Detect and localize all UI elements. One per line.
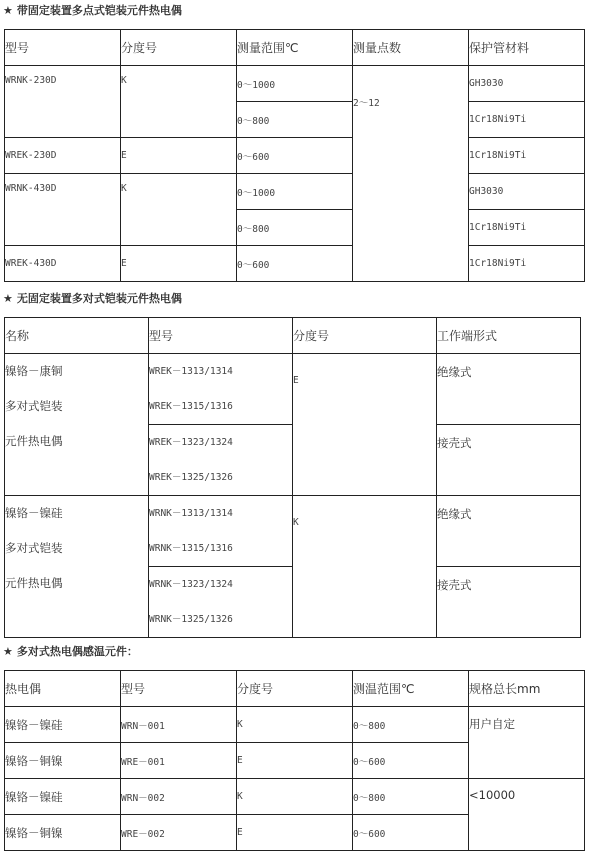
model-cell: WRN－001 bbox=[121, 707, 237, 743]
form-cell: 接壳式 bbox=[437, 436, 472, 450]
star-icon: ★ bbox=[3, 4, 13, 17]
model-cell: WRNK-430D bbox=[5, 183, 57, 194]
section1-title bbox=[3, 3, 182, 19]
name-line: 镍铬－镍硅 bbox=[5, 506, 63, 520]
table-fixed-multipoint bbox=[4, 29, 585, 282]
col-header-name: 名称 bbox=[5, 318, 149, 354]
form-cell: 接壳式 bbox=[437, 578, 472, 592]
range-cell: 0～1000 bbox=[237, 174, 353, 210]
grad-cell: K bbox=[121, 75, 127, 86]
name-line: 元件热电偶 bbox=[5, 434, 63, 448]
table-row bbox=[5, 246, 585, 282]
col-header-model: 型号 bbox=[121, 671, 237, 707]
model-cell: WRE－002 bbox=[121, 815, 237, 851]
range-cell: 0～800 bbox=[237, 102, 353, 138]
form-cell: 绝缘式 bbox=[437, 507, 472, 521]
model-cell: WRNK－1323/1324 bbox=[149, 579, 233, 590]
grad-cell: E bbox=[121, 246, 237, 282]
col-header-model: 型号 bbox=[149, 318, 293, 354]
col-header-range: 测量范围℃ bbox=[237, 30, 353, 66]
range-cell: 0～1000 bbox=[237, 66, 353, 102]
form-cell: 绝缘式 bbox=[437, 365, 472, 379]
tc-cell: 镍铬－铜镍 bbox=[5, 815, 121, 851]
grad-cell: E bbox=[293, 375, 299, 386]
model-cell: WRNK－1313/1314 bbox=[149, 508, 233, 519]
section1-title-text: 带固定装置多点式铠装元件热电偶 bbox=[16, 4, 182, 17]
range-cell: 0～800 bbox=[353, 779, 469, 815]
grad-cell: K bbox=[293, 517, 299, 528]
spec-cell: 用户自定 bbox=[469, 717, 515, 731]
section2-title-text: 无固定装置多对式铠装元件热电偶 bbox=[16, 292, 182, 305]
grad-cell: E bbox=[121, 138, 237, 174]
grad-cell: K bbox=[121, 183, 127, 194]
model-cell: WRNK－1315/1316 bbox=[149, 543, 233, 554]
model-cell: WREK－1323/1324 bbox=[149, 437, 233, 448]
table-sensing-elements bbox=[4, 670, 585, 851]
range-cell: 0～800 bbox=[353, 707, 469, 743]
col-header-material: 保护管材料 bbox=[469, 30, 585, 66]
col-header-grad: 分度号 bbox=[237, 671, 353, 707]
model-cell: WRE－001 bbox=[121, 743, 237, 779]
model-cell: WRN－002 bbox=[121, 779, 237, 815]
table-row bbox=[5, 138, 585, 174]
table-row bbox=[5, 174, 585, 210]
range-cell: 0～600 bbox=[353, 815, 469, 851]
table-header-row bbox=[5, 318, 581, 354]
table-row bbox=[5, 66, 585, 102]
table-multipair-armored bbox=[4, 317, 581, 638]
model-cell: WRNK-230D bbox=[5, 75, 57, 86]
col-header-range: 测温范围℃ bbox=[353, 671, 469, 707]
col-header-model: 型号 bbox=[5, 30, 121, 66]
tc-cell: 镍铬－镍硅 bbox=[5, 707, 121, 743]
table-header-row bbox=[5, 671, 585, 707]
col-header-form: 工作端形式 bbox=[437, 318, 581, 354]
table-row bbox=[5, 496, 581, 567]
star-icon: ★ bbox=[3, 645, 13, 658]
name-line: 元件热电偶 bbox=[5, 576, 63, 590]
material-cell: GH3030 bbox=[469, 66, 585, 102]
star-icon: ★ bbox=[3, 292, 13, 305]
name-line: 镍铬－康铜 bbox=[5, 364, 63, 378]
model-cell: WREK-430D bbox=[5, 246, 121, 282]
table-row bbox=[5, 779, 585, 815]
tc-cell: 镍铬－镍硅 bbox=[5, 779, 121, 815]
range-cell: 0～800 bbox=[237, 210, 353, 246]
table-header-row bbox=[5, 30, 585, 66]
material-cell: GH3030 bbox=[469, 174, 585, 210]
range-cell: 0～600 bbox=[353, 743, 469, 779]
material-cell: 1Cr18Ni9Ti bbox=[469, 210, 585, 246]
name-line: 多对式铠装 bbox=[5, 541, 63, 555]
grad-cell: E bbox=[237, 815, 353, 851]
grad-cell: E bbox=[237, 743, 353, 779]
range-cell: 0～600 bbox=[237, 246, 353, 282]
model-cell: WREK－1315/1316 bbox=[149, 401, 233, 412]
spec-cell: <10000 bbox=[469, 788, 516, 802]
material-cell: 1Cr18Ni9Ti bbox=[469, 246, 585, 282]
range-cell: 0～600 bbox=[237, 138, 353, 174]
grad-cell: K bbox=[237, 779, 353, 815]
col-header-thermocouple: 热电偶 bbox=[5, 671, 121, 707]
points-cell: 2～12 bbox=[353, 98, 380, 109]
material-cell: 1Cr18Ni9Ti bbox=[469, 138, 585, 174]
model-cell: WRNK－1325/1326 bbox=[149, 614, 233, 625]
section3-title-text: 多对式热电偶感温元件： bbox=[16, 645, 138, 658]
model-cell: WREK－1313/1314 bbox=[149, 366, 233, 377]
section2-title bbox=[3, 291, 182, 307]
name-line: 多对式铠装 bbox=[5, 399, 63, 413]
section3-title bbox=[3, 644, 138, 660]
col-header-points: 测量点数 bbox=[353, 30, 469, 66]
col-header-spec: 规格总长mm bbox=[469, 671, 585, 707]
grad-cell: K bbox=[237, 707, 353, 743]
tc-cell: 镍铬－铜镍 bbox=[5, 743, 121, 779]
model-cell: WREK－1325/1326 bbox=[149, 472, 233, 483]
model-cell: WREK-230D bbox=[5, 138, 121, 174]
col-header-grad: 分度号 bbox=[121, 30, 237, 66]
col-header-grad: 分度号 bbox=[293, 318, 437, 354]
material-cell: 1Cr18Ni9Ti bbox=[469, 102, 585, 138]
table-row bbox=[5, 354, 581, 425]
table-row bbox=[5, 707, 585, 743]
